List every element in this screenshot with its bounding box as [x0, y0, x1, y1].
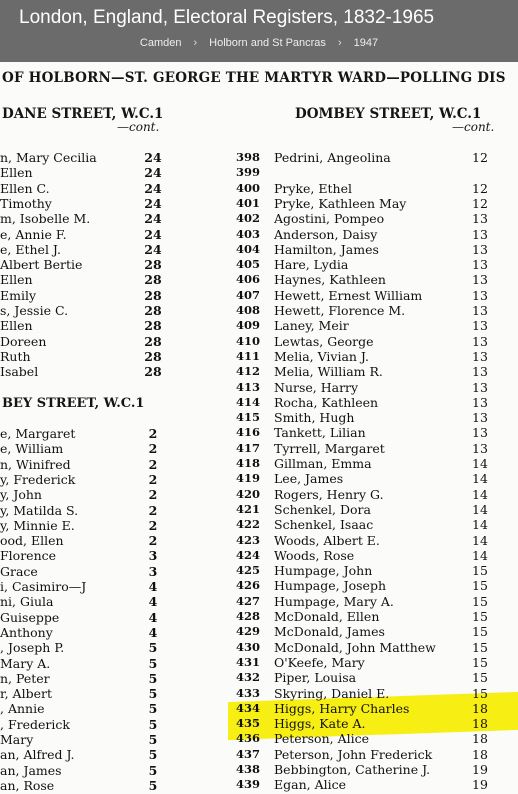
- elector-row: [232, 502, 502, 517]
- elector-name: Guiseppe: [0, 609, 60, 625]
- breadcrumb-item-borough[interactable]: Camden: [139, 37, 182, 49]
- elector-name: y, Frederick: [0, 471, 76, 487]
- house-number: 15: [472, 624, 488, 640]
- elector-name: n, Peter: [0, 670, 50, 686]
- chevron-right-icon: ›: [193, 37, 198, 49]
- elector-number: 398: [235, 150, 260, 164]
- elector-name: McDonald, James: [274, 624, 385, 640]
- house-number: 18: [472, 700, 488, 716]
- elector-number: 407: [235, 287, 260, 302]
- register-page-image: [0, 62, 518, 794]
- elector-name: Higgs, Kate A.: [274, 716, 366, 732]
- elector-row: [232, 701, 502, 716]
- elector-row: [232, 624, 502, 639]
- house-number: 15: [472, 609, 488, 624]
- elector-number: 432: [235, 670, 260, 685]
- house-number: 2: [148, 487, 158, 503]
- elector-name: Schenkel, Isaac: [274, 517, 374, 533]
- house-number: 13: [472, 379, 488, 395]
- elector-row: [0, 272, 170, 287]
- elector-row: [0, 717, 170, 732]
- house-number: 14: [472, 486, 488, 502]
- elector-name: Peterson, John Frederick: [274, 746, 433, 762]
- elector-row: [232, 227, 502, 242]
- elector-name: Ruth: [0, 348, 31, 364]
- elector-name: Pedrini, Angeolina: [274, 150, 391, 165]
- house-number: 15: [472, 563, 488, 579]
- house-number: 12: [472, 180, 488, 196]
- house-number: 28: [144, 348, 162, 364]
- elector-number: 412: [235, 364, 260, 379]
- house-number: 2: [148, 502, 158, 518]
- elector-number: 420: [235, 486, 260, 501]
- elector-row: [232, 410, 502, 425]
- elector-name: Hare, Lydia: [274, 257, 349, 273]
- elector-number: 416: [235, 425, 260, 440]
- left-street-heading: DANE STREET, W.C.1: [2, 106, 164, 122]
- elector-number: 409: [235, 318, 260, 333]
- elector-row: [232, 640, 502, 655]
- elector-name: Humpage, John: [274, 563, 373, 579]
- elector-name: Rogers, Henry G.: [274, 486, 384, 502]
- elector-name: Mary A.: [0, 655, 51, 671]
- elector-name: Bebbington, Catherine J.: [274, 762, 431, 777]
- elector-number: 410: [235, 333, 260, 348]
- elector-name: Timothy: [0, 195, 52, 211]
- elector-number: 399: [235, 165, 260, 180]
- elector-row: [232, 609, 502, 624]
- house-number: 15: [472, 639, 488, 655]
- house-number: 12: [472, 195, 488, 211]
- elector-row: [0, 671, 170, 686]
- elector-row: [0, 242, 170, 257]
- elector-row: [232, 349, 502, 364]
- elector-name: Lee, James: [274, 471, 344, 487]
- elector-name: Emily: [0, 287, 37, 303]
- elector-row: [0, 165, 170, 180]
- house-number: 2: [148, 517, 158, 533]
- elector-number: 421: [235, 501, 260, 516]
- elector-row: [0, 441, 170, 456]
- elector-number: 418: [235, 456, 260, 470]
- record-header: [0, 0, 518, 62]
- house-number: 15: [472, 578, 488, 594]
- elector-row: [232, 686, 502, 701]
- elector-number: 404: [235, 241, 260, 256]
- house-number: 28: [144, 333, 162, 349]
- elector-row: [232, 456, 502, 471]
- house-number: 12: [472, 150, 488, 165]
- house-number: 13: [472, 226, 488, 242]
- elector-name: Tankett, Lilian: [274, 425, 366, 441]
- house-number: 28: [144, 287, 162, 303]
- house-number: 2: [148, 456, 158, 472]
- elector-number: 402: [235, 211, 260, 226]
- elector-name: Smith, Hugh: [274, 410, 355, 426]
- elector-name: Anthony: [0, 624, 53, 640]
- elector-row: [232, 517, 502, 532]
- house-number: 5: [148, 732, 158, 747]
- elector-name: y, Minnie E.: [0, 517, 75, 533]
- elector-row: [0, 181, 170, 196]
- elector-number: 422: [235, 517, 260, 532]
- elector-name: Ellen: [0, 318, 33, 334]
- right-street-heading: DOMBEY STREET, W.C.1: [295, 106, 482, 122]
- elector-name: e, Margaret: [0, 426, 76, 441]
- ward-banner: OF HOLBORN—ST. GEORGE THE MARTYR WARD—POLLING DIS: [2, 70, 506, 86]
- elector-row: [0, 334, 170, 349]
- elector-row: [0, 288, 170, 303]
- elector-name: Anderson, Daisy: [274, 226, 378, 242]
- elector-number: 415: [235, 410, 260, 425]
- elector-row: [0, 457, 170, 472]
- house-number: 24: [144, 195, 162, 211]
- elector-row: [232, 441, 502, 456]
- elector-name: , Annie: [0, 701, 45, 717]
- elector-name: Doreen: [0, 333, 47, 349]
- elector-name: , Frederick: [0, 716, 70, 732]
- house-number: 2: [148, 426, 158, 441]
- elector-row: [232, 181, 502, 196]
- elector-number: 405: [235, 257, 260, 272]
- elector-number: 400: [235, 180, 260, 195]
- elector-name: r, Albert: [0, 686, 52, 702]
- house-number: 13: [472, 394, 488, 410]
- house-number: 3: [148, 563, 158, 579]
- house-number: 28: [144, 272, 162, 288]
- elector-row: [0, 472, 170, 487]
- elector-number: 435: [235, 716, 260, 731]
- elector-row: [0, 318, 170, 333]
- elector-name: Grace: [0, 563, 38, 579]
- house-number: 24: [144, 165, 162, 181]
- house-number: 28: [144, 364, 162, 380]
- house-number: 2: [148, 533, 158, 549]
- elector-name: Pryke, Ethel: [274, 180, 352, 196]
- elector-name: Egan, Alice: [274, 777, 346, 793]
- elector-name: an, Rose: [0, 777, 55, 793]
- elector-row: [232, 303, 502, 318]
- elector-number: 423: [235, 532, 260, 547]
- house-number: 4: [148, 609, 158, 625]
- elector-row: [0, 701, 170, 716]
- house-number: 14: [472, 517, 488, 533]
- house-number: 24: [144, 211, 162, 227]
- elector-row: [232, 487, 502, 502]
- elector-name: Hewett, Florence M.: [274, 303, 406, 318]
- elector-name: n, Winifred: [0, 456, 71, 472]
- elector-name: Agostini, Pompeo: [274, 211, 385, 227]
- elector-row: [232, 395, 502, 410]
- elector-row: [0, 656, 170, 671]
- house-number: 28: [144, 257, 162, 273]
- house-number: 5: [148, 747, 158, 763]
- elector-row: [0, 594, 170, 609]
- left-sub-heading: BEY STREET, W.C.1: [2, 396, 145, 411]
- house-number: 13: [472, 287, 488, 303]
- elector-row: [232, 578, 502, 593]
- elector-row: [0, 548, 170, 563]
- elector-name: y, Matilda S.: [0, 502, 79, 518]
- elector-row: [0, 211, 170, 226]
- elector-name: n, Mary Cecilia: [0, 150, 97, 165]
- elector-name: Mary: [0, 732, 34, 747]
- elector-row: [0, 640, 170, 655]
- house-number: 28: [144, 318, 162, 334]
- elector-name: e, Annie F.: [0, 226, 67, 242]
- elector-name: Pryke, Kathleen May: [274, 195, 407, 211]
- elector-row: [0, 196, 170, 211]
- elector-name: an, Alfred J.: [0, 747, 75, 763]
- elector-name: Skyring, Daniel E.: [274, 685, 390, 701]
- house-number: 5: [148, 655, 158, 671]
- elector-row: [0, 227, 170, 242]
- elector-row: [232, 655, 502, 670]
- elector-row: [232, 334, 502, 349]
- elector-row: [232, 670, 502, 685]
- elector-row: [0, 303, 170, 318]
- house-number: 13: [472, 440, 488, 456]
- house-number: 18: [472, 746, 488, 762]
- elector-name: Melia, William R.: [274, 364, 383, 380]
- house-number: 2: [148, 471, 158, 487]
- elector-name: Ellen C.: [0, 180, 50, 196]
- elector-number: 411: [235, 348, 260, 363]
- elector-number: 438: [235, 762, 260, 776]
- elector-name: Hewett, Ernest William: [274, 287, 423, 303]
- elector-number: 431: [235, 654, 260, 669]
- house-number: 24: [144, 226, 162, 242]
- elector-row: [0, 257, 170, 272]
- elector-row: [0, 686, 170, 701]
- elector-row: [232, 533, 502, 548]
- elector-number: 403: [235, 226, 260, 241]
- house-number: 5: [148, 701, 158, 717]
- elector-name: Haynes, Kathleen: [274, 272, 386, 288]
- elector-row: [0, 426, 170, 441]
- house-number: 24: [144, 150, 162, 165]
- house-number: 13: [472, 303, 488, 318]
- elector-number: 413: [235, 379, 260, 394]
- elector-row: [0, 763, 170, 778]
- elector-name: Gillman, Emma: [274, 456, 372, 471]
- house-number: 5: [148, 686, 158, 702]
- elector-row: [0, 564, 170, 579]
- elector-name: y, John: [0, 487, 42, 503]
- elector-row: [232, 380, 502, 395]
- elector-row: [0, 503, 170, 518]
- house-number: 13: [472, 410, 488, 426]
- house-number: 15: [472, 685, 488, 701]
- elector-row: [232, 594, 502, 609]
- house-number: 5: [148, 762, 158, 778]
- breadcrumb-item-constituency[interactable]: Holborn and St Pancras: [209, 37, 326, 49]
- elector-name: Isabel: [0, 364, 39, 380]
- house-number: 13: [472, 364, 488, 380]
- elector-name: McDonald, Ellen: [274, 609, 380, 624]
- elector-name: Humpage, Mary A.: [274, 593, 394, 609]
- elector-number: 437: [235, 746, 260, 761]
- elector-row: [0, 778, 170, 793]
- house-number: 4: [148, 624, 158, 640]
- house-number: 14: [472, 456, 488, 471]
- house-number: 19: [472, 777, 488, 793]
- elector-row: [232, 548, 502, 563]
- elector-name: Lewtas, George: [274, 333, 374, 349]
- elector-number: 414: [235, 394, 260, 409]
- house-number: 13: [472, 318, 488, 334]
- house-number: 13: [472, 272, 488, 288]
- elector-row: [232, 364, 502, 379]
- elector-row: [0, 579, 170, 594]
- elector-name: Tyrrell, Margaret: [274, 440, 385, 456]
- house-number: 5: [148, 640, 158, 656]
- house-number: 14: [472, 547, 488, 563]
- elector-row: [232, 425, 502, 440]
- elector-name: Piper, Louisa: [274, 670, 357, 686]
- elector-name: m, Isobelle M.: [0, 211, 91, 227]
- house-number: 5: [148, 670, 158, 686]
- house-number: 24: [144, 241, 162, 257]
- elector-row: [232, 288, 502, 303]
- elector-name: e, Ethel J.: [0, 241, 61, 257]
- elector-number: 419: [235, 471, 260, 486]
- elector-row: [232, 165, 502, 180]
- elector-number: 428: [235, 609, 260, 623]
- elector-name: ni, Giula: [0, 594, 54, 610]
- elector-name: Schenkel, Dora: [274, 501, 371, 517]
- right-continued-label: —cont.: [452, 120, 495, 134]
- elector-name: Nurse, Harry: [274, 379, 359, 395]
- elector-row: [0, 732, 170, 747]
- house-number: 18: [472, 716, 488, 732]
- elector-row: [232, 211, 502, 226]
- house-number: 13: [472, 257, 488, 273]
- elector-number: 436: [235, 731, 260, 746]
- elector-number: 434: [235, 700, 260, 715]
- elector-row: [232, 563, 502, 578]
- elector-name: s, Jessie C.: [0, 303, 69, 318]
- elector-name: Laney, Meir: [274, 318, 349, 334]
- breadcrumb: [0, 37, 518, 49]
- elector-row: [0, 625, 170, 640]
- house-number: 13: [472, 348, 488, 364]
- house-number: 14: [472, 501, 488, 517]
- elector-number: 425: [235, 563, 260, 578]
- house-number: 13: [472, 425, 488, 441]
- house-number: 14: [472, 532, 488, 548]
- elector-row: [232, 272, 502, 287]
- elector-number: 430: [235, 639, 260, 654]
- house-number: 5: [148, 777, 158, 793]
- house-number: 3: [148, 548, 158, 564]
- elector-number: 406: [235, 272, 260, 287]
- elector-name: McDonald, John Matthew: [274, 639, 436, 655]
- elector-name: Albert Bertie: [0, 257, 83, 273]
- house-number: 14: [472, 471, 488, 487]
- elector-row: [232, 150, 502, 165]
- house-number: 15: [472, 593, 488, 609]
- elector-name: O'Keefe, Mary: [274, 654, 365, 670]
- elector-row: [0, 533, 170, 548]
- elector-number: 427: [235, 593, 260, 608]
- elector-number: 433: [235, 685, 260, 700]
- elector-row: [0, 364, 170, 379]
- elector-row: [232, 471, 502, 486]
- elector-name: i, Casimiro—J: [0, 579, 87, 594]
- elector-row: [232, 318, 502, 333]
- elector-row: [232, 777, 502, 792]
- collection-title: London, England, Electoral Registers, 1832-1965: [19, 7, 435, 28]
- elector-name: Woods, Rose: [274, 547, 355, 563]
- elector-row: [0, 747, 170, 762]
- house-number: 13: [472, 333, 488, 349]
- elector-row: [232, 762, 502, 777]
- elector-name: Ellen: [0, 272, 33, 288]
- elector-row: [0, 610, 170, 625]
- elector-name: Hamilton, James: [274, 241, 379, 257]
- elector-name: , Joseph P.: [0, 640, 65, 656]
- house-number: 4: [148, 579, 158, 594]
- house-number: 15: [472, 654, 488, 670]
- house-number: 24: [144, 180, 162, 196]
- elector-number: 401: [235, 195, 260, 210]
- house-number: 13: [472, 211, 488, 227]
- elector-number: 408: [235, 303, 260, 317]
- elector-name: Higgs, Harry Charles: [274, 700, 410, 716]
- chevron-right-icon: ›: [337, 37, 342, 49]
- elector-name: Humpage, Joseph: [274, 578, 387, 594]
- elector-name: Melia, Vivian J.: [274, 348, 369, 364]
- house-number: 2: [148, 441, 158, 457]
- house-number: 13: [472, 241, 488, 257]
- house-number: 18: [472, 731, 488, 747]
- elector-row: [232, 731, 502, 746]
- breadcrumb-item-year[interactable]: 1947: [353, 37, 379, 49]
- elector-name: e, William: [0, 441, 64, 457]
- elector-name: an, James: [0, 762, 62, 778]
- elector-row: [232, 242, 502, 257]
- elector-name: Rocha, Kathleen: [274, 394, 379, 410]
- elector-row: [232, 196, 502, 211]
- elector-row: [232, 257, 502, 272]
- elector-name: Peterson, Alice: [274, 731, 370, 747]
- elector-number: 426: [235, 578, 260, 593]
- elector-number: 429: [235, 624, 260, 639]
- elector-name: Florence: [0, 548, 57, 564]
- house-number: 5: [148, 716, 158, 732]
- elector-number: 439: [235, 777, 260, 792]
- left-continued-label: —cont.: [117, 120, 160, 134]
- elector-row: [0, 349, 170, 364]
- house-number: 4: [148, 594, 158, 610]
- elector-number: 424: [235, 547, 260, 562]
- elector-row: [0, 150, 170, 165]
- elector-name: ood, Ellen: [0, 533, 64, 549]
- house-number: 15: [472, 670, 488, 686]
- elector-row: [232, 747, 502, 762]
- elector-name: Woods, Albert E.: [274, 532, 380, 548]
- elector-row: [0, 518, 170, 533]
- elector-row: [232, 716, 502, 731]
- house-number: 19: [472, 762, 488, 777]
- elector-row: [0, 487, 170, 502]
- elector-name: Ellen: [0, 165, 33, 181]
- elector-number: 417: [235, 440, 260, 455]
- house-number: 28: [144, 303, 162, 318]
